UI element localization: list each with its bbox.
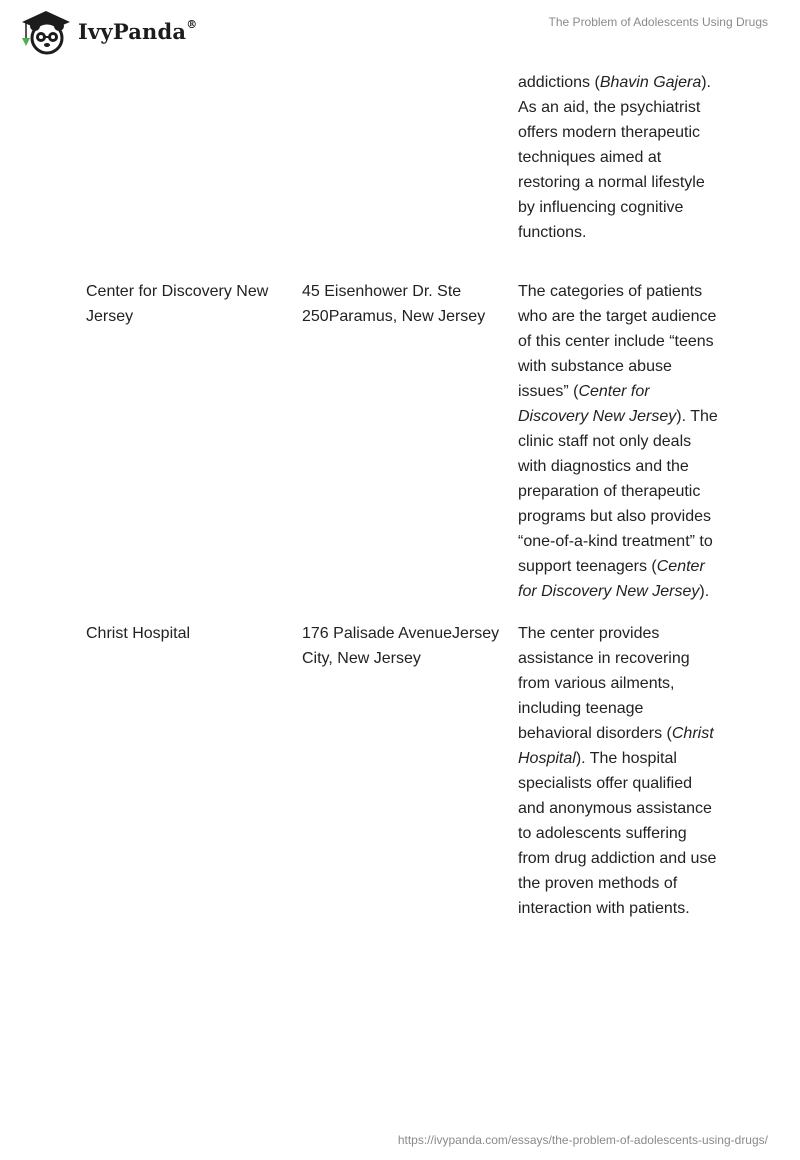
center-name-cell: Center for Discovery New Jersey [86,283,269,325]
description-text: addictions ( [518,74,600,91]
citation-text: Center for Discovery New Jersey [518,383,677,425]
citation-text: Christ Hospital [518,725,714,767]
center-description-cell [518,621,718,921]
center-description-cell [518,70,718,262]
description-text: ). As an aid, the psychiatrist offers modern therapeutic techniques aimed at restoring a normal lifestyle by influencing cognitive functions. [518,74,711,241]
description-text: ). The clinic staff not only deals with diagnostics and the preparation of therapeutic programs but also provides “one-of-a-kind treatment” to support teenagers ( [518,408,718,575]
center-address-cell: 45 Eisenhower Dr. Ste 250Paramus, New Jersey [302,283,486,325]
table-row [86,279,726,604]
table-row [86,621,726,921]
citation-text: Center for Discovery New Jersey [518,558,705,600]
citation-text: Bhavin Gajera [599,74,702,91]
center-name-cell: Christ Hospital [86,625,191,642]
table-row [86,70,726,262]
center-description-cell [518,279,718,604]
brand-name: IvyPanda® [78,18,198,44]
description-text: The center provides assistance in recovering from various ailments, including teenage behavioral disorders ( [518,625,690,742]
ivypanda-logo[interactable] [14,8,214,56]
description-text: ). The hospital specialists offer qualified and anonymous assistance to adolescents suffering from drug addiction and use the proven methods of interaction with patients. [518,750,717,917]
description-text: The categories of patients who are the target audience of this center include “teens with substance abuse issues” ( [518,283,717,400]
treatment-centers-table [86,70,726,921]
panda-graduate-icon [14,8,74,56]
page-header [0,0,800,60]
running-title: The Problem of Adolescents Using Drugs [548,15,768,29]
source-url[interactable]: https://ivypanda.com/essays/the-problem-of-adolescents-using-drugs/ [397,1133,768,1147]
description-text: ). [699,583,710,600]
center-address-cell: 176 Palisade AvenueJersey City, New Jersey [302,625,500,667]
